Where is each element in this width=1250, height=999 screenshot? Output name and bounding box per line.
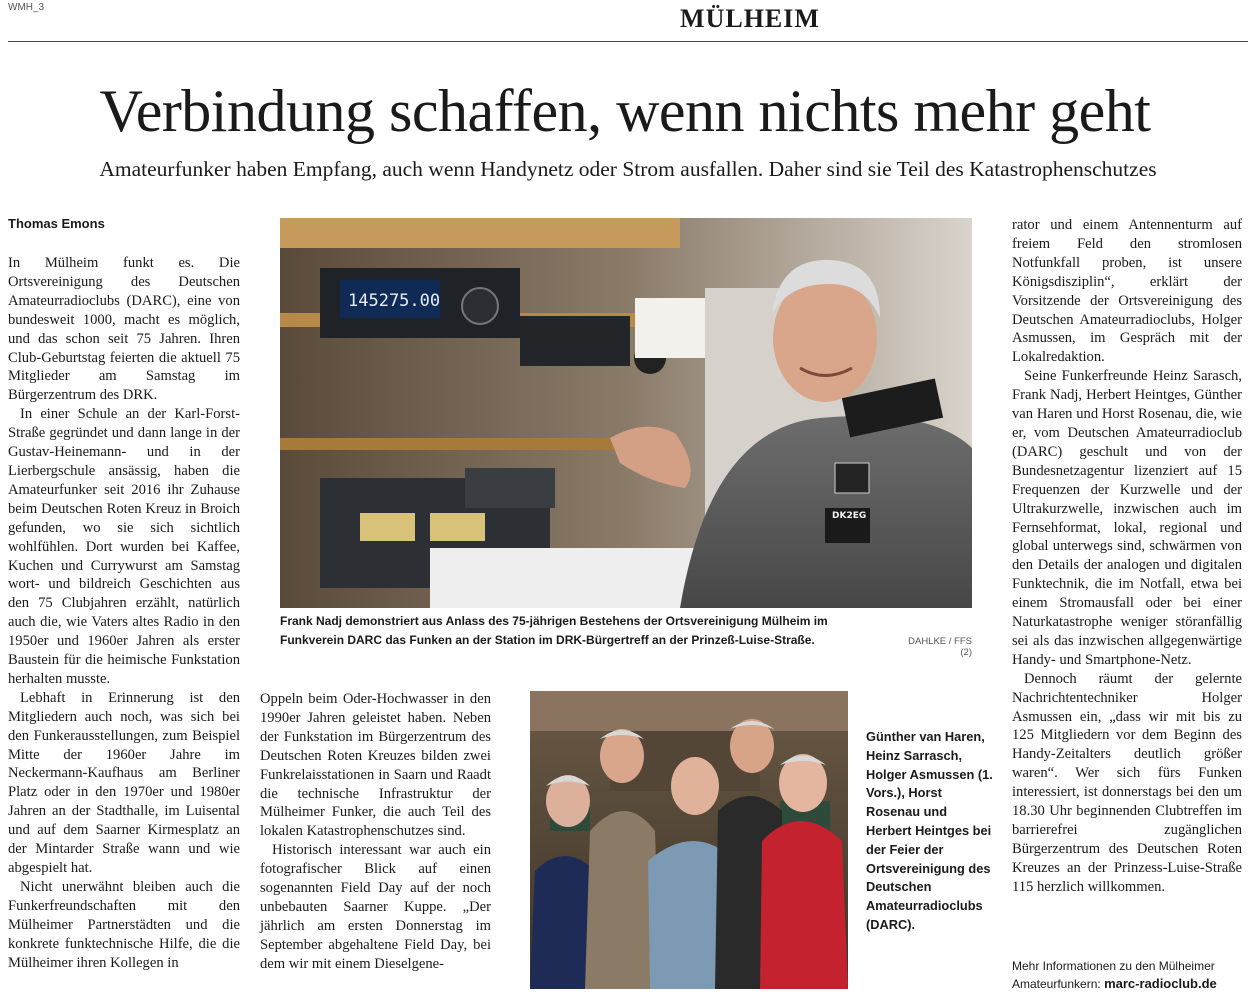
paragraph: Seine Funkerfreunde Heinz Sarasch, Frank Nadj, Herbert Heintges, Günther van Haren und Horst Rosenau, die, wie er, vom Deutschen Amateurradioclub (DARC) geschult und von der Bundesnetzagentur lizenziert auf 15 Frequenzen der Kurzwelle und der Ultrakurzwelle, inzwischen auch im Fernsehformat, lokal, regional und global unterwegs sind, schwärmen von den Details der analogen und digitalen Funktechnik, die im Notfall, etwa bei einem Stromausfall oder bei einer Naturkatastrophe weniger störanfällig sei als das inzwischen allgegenwärtige Handy- und Smartphone-Netz. [1012, 368, 1242, 668]
more-info-text: Mehr Informationen zu den Mülheimer Amateurfunkern: [1012, 959, 1215, 991]
paragraph: Nicht unerwähnt bleiben auch die Funkerfreundschaften mit den Mülheimer Partnerstädten und die konkrete funktechnische Hilfe, die die Mülheimer ihren Kollegen in [8, 878, 240, 971]
paragraph: Dennoch räumt der gelernte Nachrichtentechniker Holger Asmussen ein, „dass wir mit bis zu 125 Mitgliedern vor dem Beginn des Handy-Zeitalters deutlich größer waren“. Wer sich fürs Funken interessiert, ist donnerstags bei den um 18.30 Uhr beginnenden Clubtreffen im barrierefrei zugänglichen Bürgerzentrum des Deutschen Roten Kreuzes an der Prinzess-Luise-Straße 115 herzlich willkommen. [1012, 670, 1242, 895]
author: Thomas Emons [8, 216, 105, 231]
radio-display-text: 145275.00 [348, 291, 441, 311]
more-info [1012, 957, 1248, 993]
paragraph: Oppeln beim Oder-Hochwasser in den 1990er Jahren geleistet haben. Neben der Funkstation im Bürgerzentrum des Deutschen Roten Kreuzes bilden zwei Funkrelaisstationen in Saarn und Raadt die technische Infrastruktur der Mülheimer Funker, die auch Teil des lokalen Katastrophenschutzes sind. [260, 691, 491, 840]
radio-station-illustration [280, 218, 972, 608]
name-patch-text: DK2EG [832, 511, 867, 521]
photo-group [530, 691, 848, 989]
photo-credit: DAHLKE / FFS (2) [908, 636, 972, 658]
paragraph: In Mülheim funkt es. Die Ortsvereinigung des Deutschen Amateurradioclubs (DARC), eine von bundesweit 1000, macht es möglich, und das schon seit 75 Jahren. Ihren Club-Geburtstag feierten die aktuell 75 Mitglieder am Samstag im Bürgerzentrum des DRK. [8, 255, 240, 404]
more-info-link[interactable]: marc-radioclub.de [1104, 976, 1217, 991]
paragraph: Historisch interessant war auch ein fotografischer Blick auf einen sogenannten Field Day auf der noch unbebauten Saarner Kuppe. „Der jährlich am ersten Donnerstag im September abgehaltene Field Day, bei dem wir mit einem Dieselgene- [260, 842, 491, 972]
photo-radio-station [280, 218, 972, 608]
article-column-2 [260, 690, 491, 974]
paragraph: Lebhaft in Erinnerung ist den Mitgliedern auch noch, was sich bei den Funkerausstellungen, zum Beispiel Mitte der 1960er Jahre im Neckermann-Kaufhaus am Berliner Platz oder in den 1970er und 1980er Jahren an der Stadthalle, im Luisental und auf dem Saarner Kirmesplatz an der Mintarder Straße wann und wie abgespielt hat. [8, 689, 240, 876]
article-column-1 [8, 254, 240, 972]
article-column-4 [1012, 216, 1242, 897]
paragraph: In einer Schule an der Karl-Forst-Straße gegründet und dann lange in der Gustav-Heinemann- und in der Lierbergschule ansässig, haben die Amateurfunker seit 2016 ihr Zuhause beim Deutschen Roten Kreuz in Broich gefunden, wo sie sich sichtlich wohlfühlen. Dort wurden bei Kaffee, Kuchen und Currywurst am Samstag wort- und bildreich Geschichten aus den 75 Clubjahren erzählt, natürlich auch die, wie Vaters altes Radio in den 1950er und 1960er Jahren als erster Baustein für die heimische Funkstation herhalten musste. [8, 406, 240, 687]
header-rule [8, 41, 1248, 42]
photo-caption-main: Frank Nadj demonstriert aus Anlass des 75-jährigen Bestehens der Ortsvereinigung Mülheim im Funkverein DARC das Funken an der Station im DRK-Bürgertreff an der Prinzeß-Luise-Straße. [280, 614, 828, 647]
paragraph: rator und einem Antennenturm auf freiem Feld den stromlosen Notfunkfall proben, ist unsere Königsdisziplin“, erklärt der Vorsitzende der Ortsvereinigung des Deutschen Amateurradioclubs, Holger Asmussen, im Gespräch mit der Lokalredaktion. [1012, 217, 1242, 366]
section-title: MÜLHEIM [680, 4, 820, 33]
photo-caption-group: Günther van Haren, Heinz Sarrasch, Holger Asmussen (1. Vors.), Horst Rosenau und Herbert Heintges bei der Feier der Ortsvereinigung des Deutschen Amateurradioclubs (DARC). [866, 729, 993, 932]
headline: Verbindung schaffen, wenn nichts mehr geht [99, 78, 1151, 144]
subheadline: Amateurfunker haben Empfang, auch wenn Handynetz oder Strom ausfallen. Daher sind sie Teil des Katastrophenschutzes [99, 157, 1157, 181]
group-photo-illustration [530, 691, 848, 989]
page-id: WMH_3 [8, 2, 45, 13]
